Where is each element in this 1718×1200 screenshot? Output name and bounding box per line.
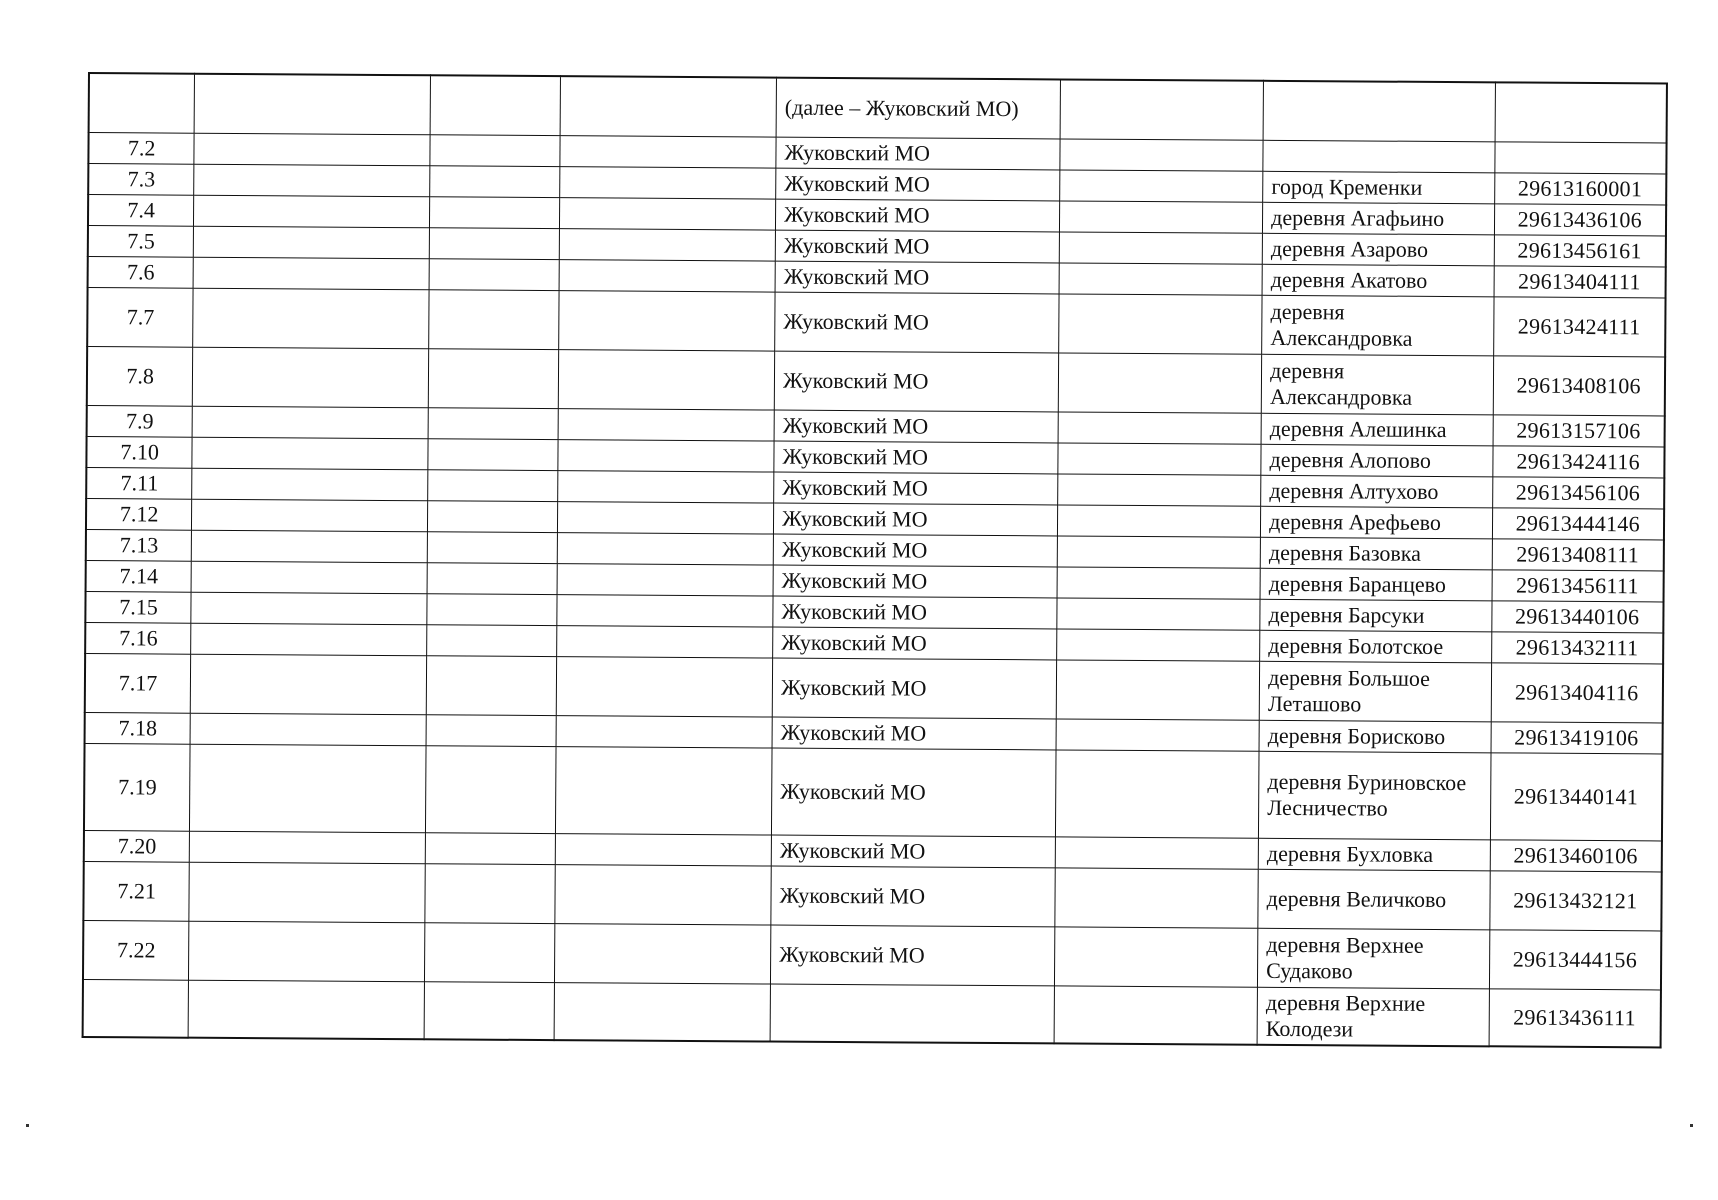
table-row	[83, 979, 1661, 1047]
cell-mo: Жуковский МО	[774, 472, 1058, 505]
cell-place: деревня Большое Леташово	[1259, 661, 1491, 722]
cell-empty	[430, 166, 560, 198]
cell-mo: Жуковский МО	[774, 503, 1058, 536]
cell-empty	[1057, 567, 1260, 599]
cell-empty	[554, 983, 770, 1042]
cell-num: 7.18	[85, 712, 191, 744]
cell-empty	[558, 471, 774, 503]
cell-empty	[193, 347, 429, 408]
cell-num: 7.3	[88, 164, 194, 196]
cell-num: 7.21	[83, 861, 189, 921]
cell-place: деревня Алопово	[1261, 444, 1493, 477]
cell-empty	[559, 260, 775, 292]
cell-place: деревня Болотское	[1260, 630, 1492, 663]
cell-empty	[192, 468, 428, 501]
cell-empty	[1055, 868, 1258, 928]
cell-empty	[555, 924, 771, 984]
table-row	[83, 861, 1661, 930]
cell-num	[83, 979, 189, 1037]
cell-place: деревня Базовка	[1260, 537, 1492, 570]
cell-mo: Жуковский МО	[776, 168, 1060, 201]
cell-empty	[194, 195, 430, 228]
cell-num: 7.19	[84, 743, 190, 831]
cell-empty	[191, 561, 427, 594]
cell-place: деревня Азарово	[1262, 233, 1494, 266]
cell-place: деревня Величково	[1258, 869, 1490, 930]
cell-code: 29613432121	[1489, 871, 1661, 931]
cell-empty	[1056, 837, 1259, 869]
cell-empty	[429, 228, 559, 260]
cell-mo: Жуковский МО	[771, 835, 1055, 868]
cell-empty	[188, 980, 424, 1039]
cell-empty	[1060, 232, 1263, 264]
table-row	[87, 347, 1665, 416]
cell-num: 7.15	[85, 591, 191, 623]
cell-code: 29613404111	[1494, 266, 1666, 298]
cell-empty	[429, 259, 559, 291]
cell-empty	[191, 654, 427, 715]
cell-empty	[427, 594, 557, 626]
cell-empty	[557, 533, 773, 565]
cell-mo: Жуковский МО	[773, 565, 1057, 598]
cell-empty	[560, 136, 776, 168]
cell-num: 7.20	[84, 830, 190, 862]
cell-place: город Кременки	[1263, 171, 1495, 204]
cell-empty	[191, 623, 427, 656]
cell-place: деревня Буриновское Лесничество	[1259, 751, 1491, 840]
cell-place: деревня Барсуки	[1260, 599, 1492, 632]
cell-empty	[190, 831, 426, 864]
cell-empty	[560, 167, 776, 199]
cell-code: 29613404116	[1491, 663, 1663, 723]
cell-place: деревня Баранцево	[1260, 568, 1492, 601]
cell-empty	[427, 532, 557, 564]
cell-mo: Жуковский МО	[776, 137, 1060, 170]
cell-empty	[424, 982, 554, 1040]
cell-empty	[1059, 353, 1262, 413]
cell-empty	[192, 499, 428, 532]
cell-empty	[1059, 263, 1262, 295]
cell-empty	[428, 408, 558, 440]
table-row	[85, 653, 1663, 722]
cell-num	[89, 73, 195, 133]
cell-empty	[559, 229, 775, 261]
cell-empty	[428, 439, 558, 471]
cell-empty	[558, 409, 774, 441]
cell-empty	[558, 350, 774, 410]
cell-place: деревня Александровка	[1262, 295, 1494, 356]
cell-empty	[1058, 412, 1261, 444]
cell-code: 29613436111	[1489, 989, 1661, 1048]
cell-empty	[1058, 443, 1261, 475]
cell-empty	[425, 923, 555, 983]
cell-mo: Жуковский МО	[775, 292, 1060, 353]
cell-code	[1495, 82, 1667, 143]
cell-mo: Жуковский МО	[772, 717, 1056, 750]
cell-code: 29613444156	[1489, 930, 1661, 990]
cell-mo: Жуковский МО	[772, 658, 1057, 719]
cell-empty	[193, 257, 429, 290]
cell-num: 7.9	[87, 405, 193, 437]
cell-mo	[770, 984, 1055, 1043]
cell-code: 29613419106	[1491, 722, 1663, 754]
cell-place: деревня Александровка	[1261, 354, 1493, 415]
cell-num: 7.2	[88, 133, 194, 165]
cell-empty	[560, 76, 776, 137]
cell-empty	[426, 715, 556, 747]
cell-empty	[430, 197, 560, 229]
cell-mo: Жуковский МО	[772, 748, 1057, 837]
cell-code: 29613456106	[1492, 477, 1664, 509]
cell-code: 29613408111	[1492, 539, 1664, 571]
cell-place: деревня Верхние Колодези	[1257, 987, 1489, 1046]
cell-num: 7.6	[88, 257, 194, 289]
cell-num: 7.8	[87, 347, 193, 407]
cell-empty	[557, 595, 773, 627]
cell-place: деревня Арефьево	[1261, 506, 1493, 539]
cell-empty	[1060, 139, 1263, 171]
cell-empty	[1057, 598, 1260, 630]
cell-mo: Жуковский МО	[774, 441, 1058, 474]
table-row-header-continuation	[89, 73, 1667, 143]
cell-place	[1263, 81, 1495, 142]
cell-mo: Жуковский МО	[773, 534, 1057, 567]
cell-num: 7.22	[83, 920, 189, 980]
cell-empty	[1058, 505, 1261, 537]
cell-num: 7.10	[86, 436, 192, 468]
cell-place: деревня Агафьино	[1263, 202, 1495, 235]
cell-empty	[192, 406, 428, 439]
cell-empty	[1056, 750, 1259, 838]
cell-empty	[556, 657, 772, 717]
cell-empty	[192, 530, 428, 563]
scan-dot-right	[1690, 1124, 1693, 1127]
cell-empty	[1058, 536, 1261, 568]
cell-code: 29613460106	[1490, 840, 1662, 872]
cell-code: 29613157106	[1493, 415, 1665, 447]
cell-code: 29613456161	[1494, 235, 1666, 267]
cell-empty	[555, 834, 771, 866]
cell-empty	[194, 226, 430, 259]
cell-empty	[556, 716, 772, 748]
cell-mo: Жуковский МО	[776, 199, 1060, 232]
cell-code: 29613408106	[1493, 356, 1665, 416]
cell-empty	[1060, 79, 1263, 140]
cell-empty	[194, 164, 430, 197]
cell-empty	[190, 713, 426, 746]
cell-place: деревня Бухловка	[1258, 838, 1490, 871]
cell-num: 7.14	[86, 560, 192, 592]
cell-num: 7.5	[88, 226, 194, 258]
cell-code: 29613440106	[1491, 601, 1663, 633]
table-row	[84, 743, 1663, 840]
cell-empty	[427, 563, 557, 595]
cell-empty	[425, 833, 555, 865]
cell-num: 7.7	[87, 288, 193, 348]
cell-code: 29613444146	[1492, 508, 1664, 540]
cell-empty	[426, 656, 556, 716]
cell-empty	[558, 440, 774, 472]
cell-place	[1263, 140, 1495, 173]
cell-empty	[1059, 294, 1262, 354]
cell-empty	[194, 74, 430, 135]
cell-empty	[556, 747, 773, 835]
cell-mo: Жуковский МО	[775, 230, 1059, 263]
cell-empty	[427, 625, 557, 657]
cell-empty	[1056, 719, 1259, 751]
cell-place: деревня Верхнее Судаково	[1258, 928, 1490, 989]
cell-empty	[428, 349, 558, 409]
cell-empty	[428, 501, 558, 533]
cell-code: 29613424111	[1493, 297, 1665, 357]
table-row	[87, 288, 1665, 357]
cell-code: 29613456111	[1492, 570, 1664, 602]
settlements-table	[82, 72, 1668, 1048]
cell-num: 7.16	[85, 622, 191, 654]
cell-empty	[555, 865, 771, 925]
cell-empty	[429, 290, 559, 350]
cell-empty	[190, 744, 426, 833]
cell-empty	[193, 288, 429, 349]
cell-empty	[1057, 629, 1260, 661]
cell-mo: Жуковский МО	[771, 925, 1056, 986]
cell-empty	[192, 437, 428, 470]
cell-empty	[557, 564, 773, 596]
cell-empty	[428, 470, 558, 502]
cell-num: 7.11	[86, 467, 192, 499]
cell-code: 29613424116	[1492, 446, 1664, 478]
cell-mo: Жуковский МО	[771, 866, 1056, 927]
cell-num: 7.12	[86, 498, 192, 530]
cell-mo: Жуковский МО	[774, 351, 1059, 412]
table-container	[82, 72, 1668, 1048]
cell-place: деревня Акатово	[1262, 264, 1494, 297]
cell-empty	[191, 592, 427, 625]
cell-empty	[1060, 170, 1263, 202]
cell-mo-header: (далее – Жуковский МО)	[776, 78, 1061, 139]
cell-mo: Жуковский МО	[775, 261, 1059, 294]
cell-empty	[189, 862, 425, 923]
cell-empty	[426, 746, 557, 834]
cell-place: деревня Алтухово	[1261, 475, 1493, 508]
cell-code: 29613160001	[1494, 173, 1666, 205]
table-row	[83, 920, 1661, 989]
cell-code	[1494, 142, 1666, 174]
cell-empty	[194, 133, 430, 166]
cell-empty	[557, 626, 773, 658]
cell-empty	[430, 135, 560, 167]
cell-empty	[1057, 660, 1260, 720]
cell-place: деревня Борисково	[1259, 720, 1491, 753]
scan-dot-left	[26, 1124, 29, 1127]
cell-num: 7.4	[88, 195, 194, 227]
cell-empty	[425, 864, 555, 924]
cell-place: деревня Алешинка	[1261, 413, 1493, 446]
cell-mo: Жуковский МО	[773, 627, 1057, 660]
cell-empty	[189, 921, 425, 982]
cell-empty	[1058, 474, 1261, 506]
cell-empty	[1055, 927, 1258, 987]
cell-mo: Жуковский МО	[774, 410, 1058, 443]
cell-empty	[558, 502, 774, 534]
cell-num: 7.17	[85, 653, 191, 713]
cell-code: 29613436106	[1494, 204, 1666, 236]
cell-empty	[430, 75, 560, 135]
cell-code: 29613440141	[1490, 753, 1663, 841]
cell-code: 29613432111	[1491, 632, 1663, 664]
cell-num: 7.13	[86, 529, 192, 561]
cell-empty	[559, 291, 775, 351]
cell-empty	[1054, 986, 1257, 1045]
cell-empty	[1060, 201, 1263, 233]
cell-mo: Жуковский МО	[773, 596, 1057, 629]
cell-empty	[560, 198, 776, 230]
